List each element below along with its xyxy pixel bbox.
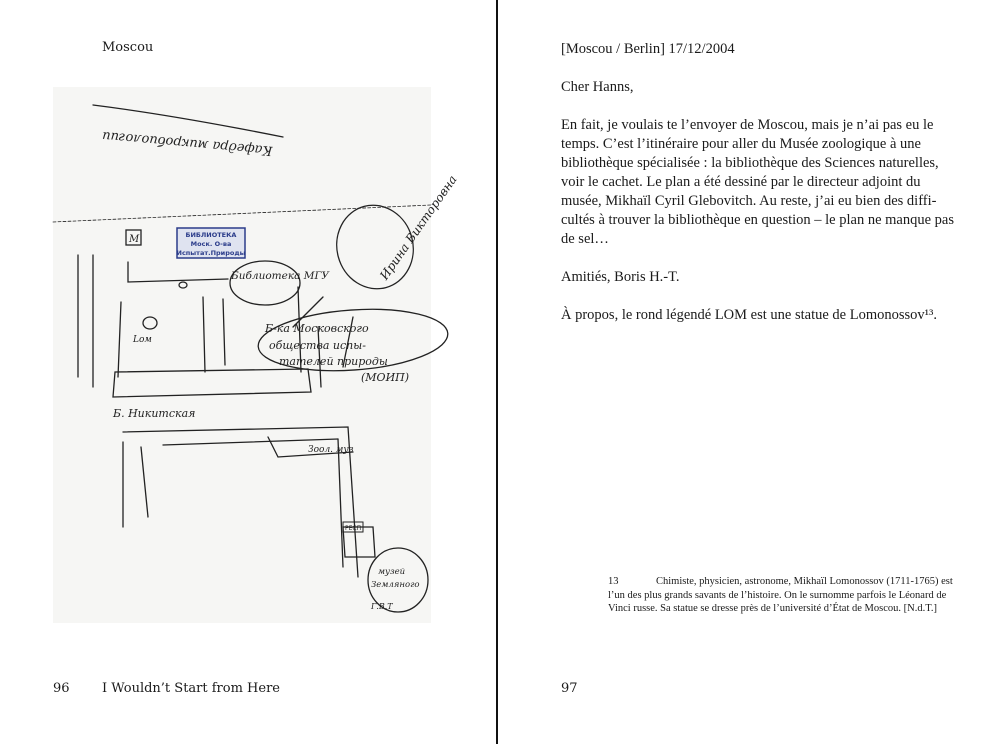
sketch-label-corner: Г.В.Т: [371, 602, 393, 611]
letter-text: [561, 40, 956, 344]
sketch-label-bottom-1: музей: [378, 567, 406, 577]
sketch-label-moip-1: Б-ка Московского: [265, 322, 369, 335]
sketch-label-library-msu: Библиотека МГУ: [231, 270, 329, 282]
page-number-left: 96: [53, 681, 70, 696]
footnote: [608, 575, 960, 616]
footer-book-title: I Wouldn’t Start from Here: [102, 681, 280, 696]
sketch-label-lom: Lом: [133, 335, 152, 345]
sketch-label-metro: М: [129, 234, 140, 245]
map-sketch: [53, 87, 460, 623]
stamp-line-2: Моск. О-ва: [190, 240, 232, 248]
letter-postscript: À propos, le rond légendé LOM est une statue de Lomonossov¹³.: [561, 307, 937, 323]
letter-signoff: Amitiés, Boris H.-T.: [561, 269, 680, 285]
hand-drawn-map: [53, 87, 460, 623]
sketch-label-street: Б. Никитская: [113, 407, 196, 420]
footnote-number: 13: [608, 576, 619, 587]
page-number-right: 97: [561, 681, 578, 696]
sketch-label-top: Кафедра микробиологии: [101, 127, 274, 158]
sketch-label-moip-2: общества испы-: [269, 339, 366, 352]
sketch-label-irina: Ирина Викторовна: [377, 172, 460, 283]
stamp-line-1: БИБЛИОТЕКА: [185, 231, 237, 239]
running-head-left: Moscou: [102, 40, 154, 55]
sketch-label-stamp-small: РЕСП: [345, 525, 362, 532]
sketch-label-bottom-2: Земляного: [371, 580, 420, 590]
letter-body: En fait, je voulais te l’envoyer de Moscou, mais je n’ai pas eu le temps. C’est l’itinéraire pour aller du Musée zoologique à une bibliothèque spécialisée : la bibliothèque des Sciences naturelles, voir le cachet. Le plan a été dessiné par le directeur adjoint du musée, Mikhaïl Cyril Glebovitch. Au reste, j’ai eu bien des difficultés à trouver la bibliothèque en question – le plan ne manque pas de sel…: [561, 117, 954, 247]
right-page: [498, 0, 992, 744]
sketch-label-zoo: Зоол. муз: [308, 445, 354, 455]
letter-salutation: Cher Hanns,: [561, 79, 634, 95]
stamp-line-3: Испытат.Природы: [176, 249, 246, 257]
letter-dateline: [Moscou / Berlin] 17/12/2004: [561, 41, 735, 57]
footnote-text: Chimiste, physicien, astronome, Mikhaïl Lomonossov (1711-1765) est l’un des plus grands savants de l’histoire. On le surnomme parfois le Léonard de Vinci russe. Sa statue se dresse près de l’université d’État de Moscou. [N.d.T.]: [608, 576, 953, 614]
sketch-label-moip-4: (МОИП): [361, 371, 410, 384]
sketch-label-moip-3: тателей природы: [279, 355, 388, 368]
